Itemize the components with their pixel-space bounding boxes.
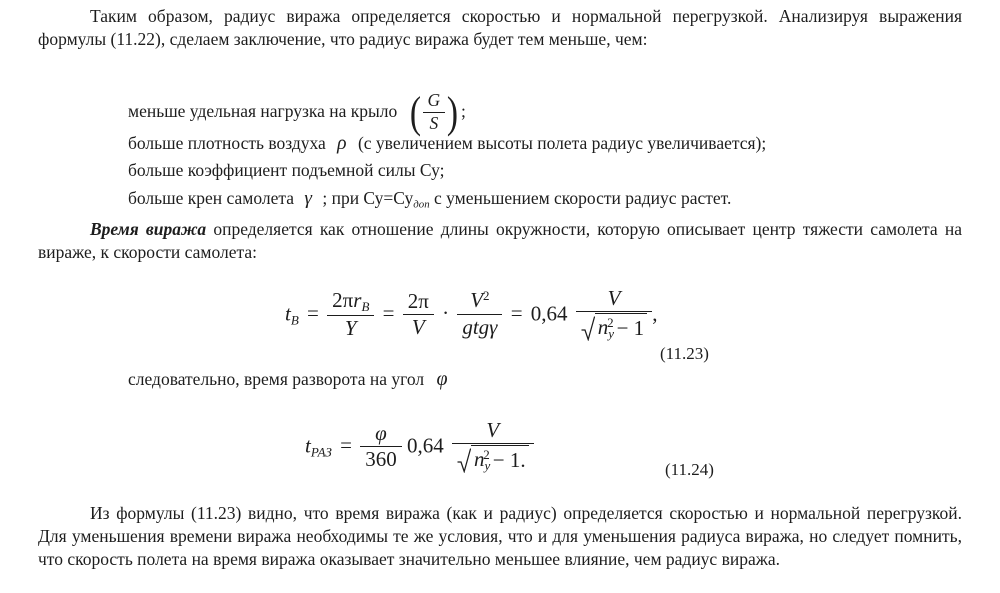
f1124-n-subscript: y: [484, 458, 491, 474]
f1123-v-exponent: 2: [483, 288, 490, 304]
f1123-trailing-comma: ,: [652, 301, 658, 326]
cy-dop-subscript: доп: [413, 198, 430, 211]
f1123-term-3-numerator: [457, 289, 502, 315]
f1124-term-2: [452, 419, 534, 474]
f1124-term-2-numerator: V: [452, 419, 534, 445]
formula-number-11-23: (11.23): [660, 344, 709, 363]
f1123-multiply-dot: ·: [442, 301, 450, 326]
f1123-equals-3: =: [510, 301, 523, 326]
condition-air-density: [128, 131, 766, 156]
f1123-equals-1: =: [307, 301, 319, 326]
f1123-term-1: [327, 289, 374, 341]
f1124-t-subscript: РАЗ: [310, 444, 332, 460]
condition-air-density-text: больше плотность воздуха: [128, 133, 326, 153]
f1124-square-root: [457, 445, 529, 474]
gamma-symbol: γ: [304, 188, 312, 209]
f1123-t: t: [285, 301, 291, 326]
radical-sign-icon: [581, 315, 595, 344]
wing-loading-formula: [408, 87, 460, 138]
f1123-term-2-numerator: 2π: [403, 290, 434, 316]
f1124-n-exponent: 2: [483, 447, 490, 463]
condition-bank-angle-cy-eq: ; при Су=Су: [322, 188, 414, 208]
f1123-r: r: [353, 287, 362, 312]
f1124-phi-numerator: φ: [360, 422, 402, 448]
f1124-term-1: [360, 422, 402, 472]
paragraph-therefore: [128, 367, 448, 393]
f1123-t-subscript: В: [290, 312, 299, 328]
condition-wing-loading-semicolon: ;: [461, 101, 466, 122]
condition-bank-angle: [128, 186, 731, 211]
f1124-term-2-denominator: [452, 444, 534, 474]
formula-11-24: [305, 417, 534, 475]
f1123-term-4-numerator: V: [576, 287, 652, 313]
paragraph-intro: Таким образом, радиус виража определяется скоростью и нормальной перегрузкой. Анализируя выражения формулы (11.22), сделаем заключение, что радиус виража будет тем меньше, чем:: [38, 6, 962, 49]
time-of-turn-term: Время виража: [90, 219, 207, 239]
rho-symbol: ρ: [337, 133, 347, 154]
f1123-term-2: [403, 290, 434, 340]
condition-lift-coefficient-text: больше коэффициент подъемной силы Су;: [128, 160, 445, 180]
f1123-equals-2: =: [382, 301, 395, 326]
f1123-term-1-denominator: Y: [344, 315, 357, 340]
f1123-r-subscript: B: [361, 298, 370, 314]
right-paren: ): [447, 87, 459, 138]
f1123-v-squared-base: V: [470, 288, 484, 313]
left-paren: (: [409, 87, 421, 138]
paragraph-conclusion: Из формулы (11.23) видно, что время виража (как и радиус) определяется скоростью и нормальной перегрузкой. Для уменьшения времени виража необходимы те же условия, что и для уменьшения радиуса виража, но следует помнить, что скорость полета на время виража оказывает значительно меньшее влияние, чем радиус виража.: [38, 503, 962, 569]
condition-lift-coefficient: [128, 159, 444, 182]
therefore-text: следовательно, время разворота на угол: [128, 369, 425, 389]
fraction-numerator-g: G: [423, 91, 446, 113]
formula-11-23: [285, 285, 658, 343]
f1123-n: n: [597, 315, 609, 340]
f1124-n: n: [473, 447, 485, 472]
phi-symbol: φ: [436, 368, 448, 390]
fraction-denominator-s: S: [429, 112, 439, 133]
f1124-360-denominator: 360: [365, 447, 397, 472]
f1123-term-4-denominator: [576, 312, 652, 342]
condition-air-density-note: (с увеличением высоты полета радиус увеличивается);: [357, 133, 767, 153]
f1124-t: t: [305, 433, 311, 458]
f1123-term-1-numerator: [327, 289, 374, 316]
f1123-term-3-denominator: gtgγ: [462, 315, 498, 340]
radical-sign-icon: [457, 447, 471, 476]
f1124-radicand: [471, 445, 529, 474]
f1123-n-subscript: y: [608, 326, 615, 342]
f1123-minus-one: − 1: [616, 315, 645, 340]
paragraph-time-of-turn: [38, 218, 962, 264]
f1123-square-root: [581, 313, 647, 342]
condition-wing-loading-text: меньше удельная нагрузка на крыло: [128, 101, 398, 122]
f1123-n-exponent: 2: [607, 315, 614, 331]
f1123-term-4: [576, 287, 652, 342]
g-over-s-fraction: [423, 91, 446, 133]
f1124-coefficient: 0,64: [406, 433, 444, 458]
f1123-coefficient: 0,64: [530, 301, 568, 326]
f1123-two-pi: 2π: [332, 287, 354, 312]
condition-wing-loading: [128, 87, 466, 138]
formula-number-11-24: (11.24): [665, 460, 714, 479]
condition-bank-angle-tail: с уменьшением скорости радиус растет.: [429, 188, 732, 208]
condition-bank-angle-text: больше крен самолета: [128, 188, 294, 208]
f1123-term-2-denominator: V: [411, 315, 425, 340]
time-of-turn-definition: определяется как отношение длины окружности, которую описывает центр тяжести самолета на вираже, к скорости самолета:: [38, 219, 962, 262]
f1123-radicand: [595, 313, 647, 342]
f1124-equals: =: [340, 433, 352, 458]
f1124-minus-one: − 1.: [492, 447, 526, 472]
f1123-term-3: [457, 289, 502, 339]
